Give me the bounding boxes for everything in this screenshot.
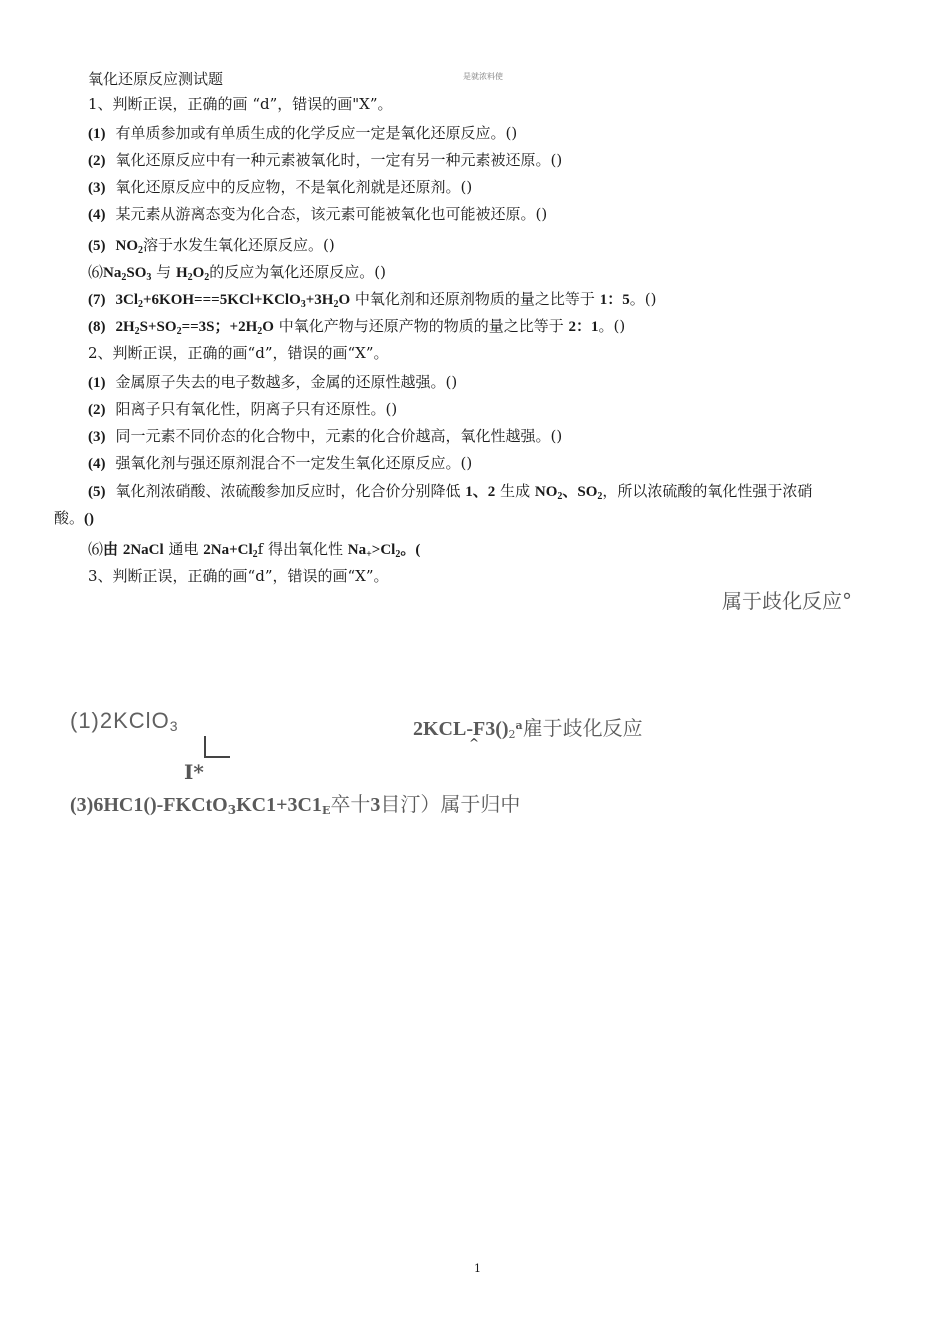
s1-question-8 xyxy=(88,316,625,342)
equation-1-left: (1)2KClO$_3$ xyxy=(70,708,179,734)
equation-3: $(3)6HC1()-FKCtO_3KC1+3C1_E$卒十3目汀）属于归中 xyxy=(70,792,521,817)
page-title: 氧化还原反应测试题 xyxy=(88,70,224,88)
question-number: (8) xyxy=(88,319,106,335)
question-text: 中氧化剂和还原剂物质的量之比等于 xyxy=(354,290,595,308)
question-text: 溶于水发生氧化还原反应。() xyxy=(143,236,335,254)
watermark-text: 是就浓料使 xyxy=(463,72,503,81)
question-text: 生成 xyxy=(500,482,531,500)
s1-question-2 xyxy=(88,150,562,171)
bracket-mark xyxy=(204,736,230,758)
section-2-heading: 2、判断正误，正确的画“d”，错误的画“X”。 xyxy=(88,344,389,362)
answer-blank: 。( xyxy=(400,542,421,558)
equation-1-right: $2KCL-F3()_2^a$雇于歧化反应 xyxy=(413,716,643,741)
question-text: 强氧化剂与强还原剂混合不一定发生氧化还原反应。() xyxy=(115,454,473,472)
formula-h2o2: $H_2O_2$ xyxy=(175,265,210,283)
question-text: f 得出氧化性 xyxy=(257,540,343,558)
formula-products: $NO_2$、$SO_2$ xyxy=(534,484,603,502)
s2-question-4 xyxy=(88,453,472,474)
question-number: (4) xyxy=(88,207,106,223)
formula-comparison: $Na_+>Cl_2$ xyxy=(347,542,401,560)
question-number: (3) xyxy=(88,429,106,445)
question-text: 金属原子失去的电子数越多，金属的还原性越强。() xyxy=(115,373,458,391)
question-text: 的反应为氧化还原反应。() xyxy=(209,263,387,281)
s2-question-2 xyxy=(88,399,397,420)
question-text: 。() xyxy=(629,290,657,308)
s2-question-6 xyxy=(88,539,420,565)
question-text: 中氧化产物与还原产物的物质的量之比等于 xyxy=(278,317,564,335)
question-text: 。() xyxy=(598,317,626,335)
answer-blank: () xyxy=(84,511,95,527)
ratio-value: 1：5 xyxy=(599,292,630,308)
question-number: (5) xyxy=(88,484,106,500)
s2-question-1 xyxy=(88,372,457,393)
question-number: (2) xyxy=(88,153,106,169)
s2-question-5: (5) 氧化剂浓硝酸、浓硫酸参加反应时，化合价分别降低 1、2 生成 $NO_2$、$SO_2$，所以浓硫酸的氧化性强于浓硝 xyxy=(88,482,813,502)
section-3-heading: 3、判断正误，正确的画“d”，错误的画“X”。 xyxy=(88,567,389,585)
question-text: 有单质参加或有单质生成的化学反应一定是氧化还原反应。() xyxy=(115,124,518,142)
caret-mark: ^ xyxy=(469,736,480,750)
question-text: 氧化剂浓硝酸、浓硫酸参加反应时，化合价分别降低 xyxy=(115,482,461,500)
question-text: 同一元素不同价态的化合物中，元素的化合价越高，氧化性越强。() xyxy=(115,427,563,445)
equation-7: $3Cl_2+6KOH===5KCl+KClO_3+3H_2O$ xyxy=(115,292,351,310)
question-number: (2) xyxy=(88,402,106,418)
question-number: (1) xyxy=(88,126,106,142)
s1-question-6 xyxy=(88,262,386,288)
question-number: ⑹ xyxy=(88,540,104,558)
equation-8: $2H_2S+SO_2==3S$；$+2H_2O$ xyxy=(115,319,274,337)
question-text: 通电 xyxy=(168,540,199,558)
section-1-heading: 1、判断正误，正确的画 “d”，错误的画"X”。 xyxy=(88,95,393,113)
formula-na2so3: $Na_2SO_3$ xyxy=(103,265,152,283)
question-number: (3) xyxy=(88,180,106,196)
question-number: ⑹ xyxy=(88,263,104,281)
disproportionation-label: 属于歧化反应° xyxy=(722,589,852,613)
question-text: 氧化还原反应中的反应物，不是氧化剂就是还原剂。() xyxy=(115,178,473,196)
s2-question-3 xyxy=(88,426,562,447)
valence-values: 1、2 xyxy=(465,484,496,500)
formula-products: $2Na+Cl_2$ xyxy=(203,542,258,560)
question-text: 某元素从游离态变为化合态，该元素可能被氧化也可能被还原。() xyxy=(115,205,548,223)
page-number: 1 xyxy=(474,1262,481,1275)
formula-no2: $NO_2$ xyxy=(115,238,143,256)
s1-question-4 xyxy=(88,204,547,225)
question-number: (7) xyxy=(88,292,106,308)
mark-symbol: I* xyxy=(184,760,204,784)
question-text: 与 xyxy=(156,263,172,281)
prefix: 由 xyxy=(103,542,119,558)
question-number: (5) xyxy=(88,238,106,254)
question-number: (4) xyxy=(88,456,106,472)
s1-question-1 xyxy=(88,123,517,144)
s1-question-3 xyxy=(88,177,472,198)
question-text: 氧化还原反应中有一种元素被氧化时，一定有另一种元素被还原。() xyxy=(115,151,563,169)
s1-question-5 xyxy=(88,235,335,261)
s2-question-5-continued xyxy=(54,508,94,529)
ratio-value: 2：1 xyxy=(568,319,599,335)
formula-nacl: 2NaCl xyxy=(122,542,164,558)
s1-question-7 xyxy=(88,289,656,315)
question-text: 所以浓硫酸的氧化性强于浓硝 xyxy=(617,482,813,500)
question-number: (1) xyxy=(88,375,106,391)
question-text: 酸。 xyxy=(54,509,85,527)
question-text: 阳离子只有氧化性，阴离子只有还原性。() xyxy=(115,400,398,418)
